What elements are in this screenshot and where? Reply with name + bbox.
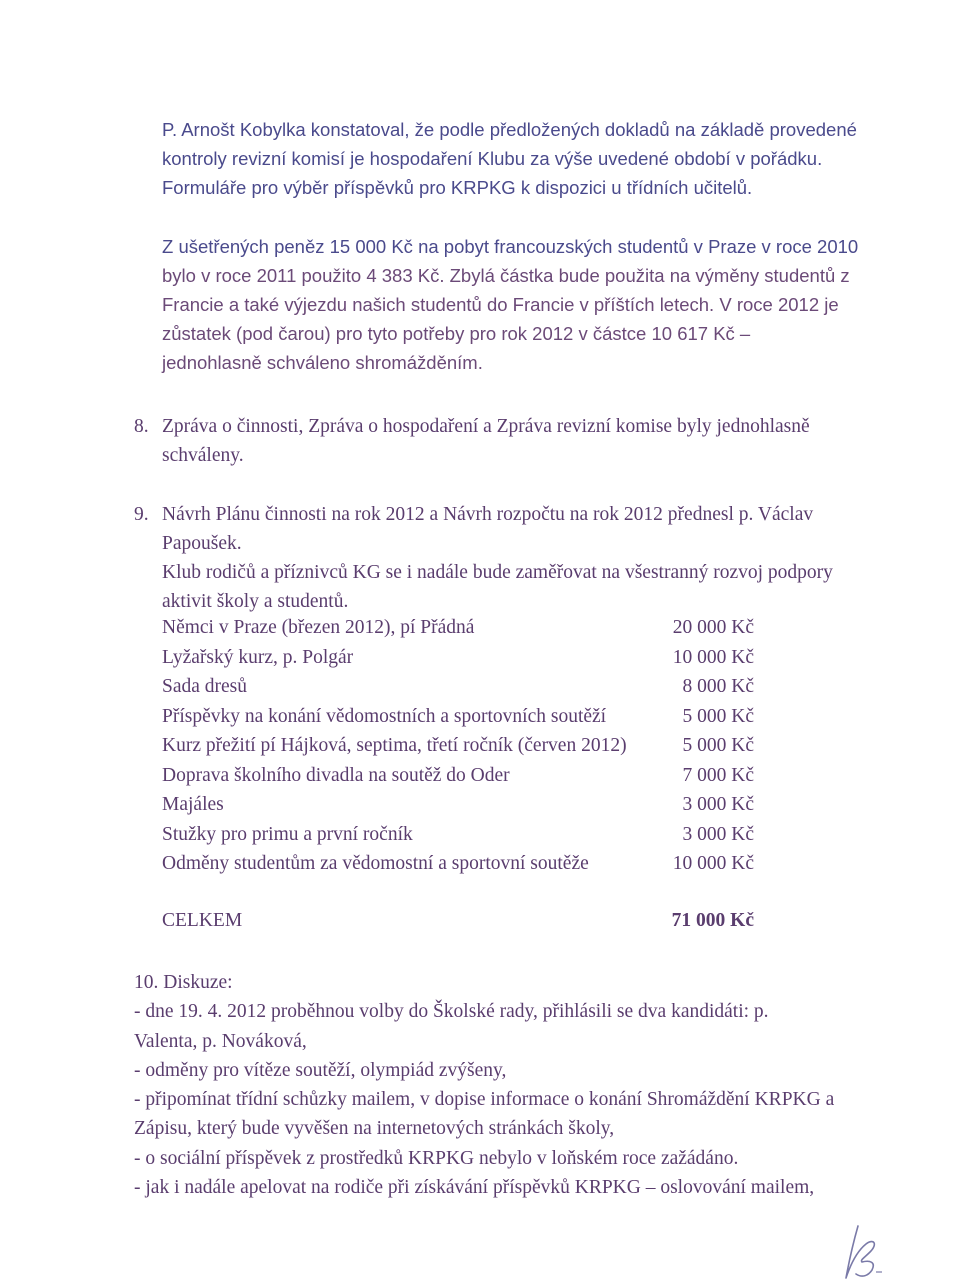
text-line: jednohlasně schváleno shromážděním.: [162, 352, 483, 373]
budget-row: [162, 824, 762, 854]
text-line: zůstatek (pod čarou) pro tyto potřeby pro rok 2012 v částce 10 617 Kč –: [162, 323, 751, 344]
discussion-line: - o sociální příspěvek z prostředků KRPKG nebylo v loňském roce zažádáno.: [134, 1147, 739, 1169]
discussion-line: Zápisu, který bude vyvěšen na internetových stránkách školy,: [134, 1118, 615, 1140]
budget-amount: 3 000 Kč: [682, 794, 754, 815]
paragraph-savings: [162, 232, 882, 377]
budget-amount: 5 000 Kč: [682, 705, 754, 727]
budget-label: Sada dresů: [162, 676, 248, 697]
discussion-line: - odměny pro vítěze soutěží, olympiád zvýšeny,: [134, 1059, 507, 1081]
signature-initials-icon: [836, 1222, 896, 1282]
budget-row: [162, 647, 762, 677]
text-line: Klub rodičů a příznivců KG se i nadále bude zaměřovat na všestranný rozvoj podpory: [162, 562, 833, 583]
text-line: kontroly revizní komisí je hospodaření Klubu za výše uvedené období v pořádku.: [162, 148, 823, 169]
text-line: P. Arnošt Kobylka konstatoval, že podle předložených dokladů na základě provedené: [162, 119, 857, 140]
budget-row: [162, 706, 762, 736]
text-line: schváleny.: [162, 445, 244, 466]
text-line: aktivit školy a studentů.: [162, 591, 349, 612]
total-amount: 71 000 Kč: [671, 910, 754, 931]
item-9-number: 9.: [134, 504, 149, 525]
budget-row: [162, 765, 762, 795]
budget-table: [162, 617, 762, 883]
budget-label: Kurz přežití pí Hájková, septima, třetí ročník (červen 2012): [162, 735, 627, 756]
text-line: bylo v roce 2011 použito 4 383 Kč. Zbylá částka bude použita na výměny studentů z: [162, 265, 850, 286]
budget-amount: 3 000 Kč: [682, 823, 754, 845]
text-line: Z ušetřených peněz 15 000 Kč na pobyt francouzských studentů v Praze v roce 2010: [162, 236, 859, 257]
budget-label: Odměny studentům za vědomostní a sportovní soutěže: [162, 853, 589, 874]
budget-label: Lyžařský kurz, p. Polgár: [162, 646, 354, 668]
discussion-section: [134, 968, 894, 1202]
discussion-line: - připomínat třídní schůzky mailem, v dopise informace o konání Shromáždění KRPKG a: [134, 1089, 835, 1111]
budget-row: [162, 676, 762, 706]
budget-total: [162, 910, 762, 940]
discussion-line: - jak i nadále apelovat na rodiče při získávání příspěvků KRPKG – oslovování mailem,: [134, 1177, 815, 1199]
text-line: Zpráva o činnosti, Zpráva o hospodaření a Zpráva revizní komise byly jednohlasně: [162, 416, 810, 437]
total-label: CELKEM: [162, 910, 243, 931]
budget-label: Příspěvky na konání vědomostních a sportovních soutěží: [162, 705, 607, 727]
budget-row: [162, 794, 762, 824]
text-line: Formuláře pro výběr příspěvků pro KRPKG k dispozici u třídních učitelů.: [162, 177, 753, 198]
text-line: Francie a také výjezdu našich studentů do Francie v příštích letech. V roce 2012 je: [162, 294, 839, 315]
discussion-line: - dne 19. 4. 2012 proběhnou volby do Školské rady, přihlásili se dva kandidáti: p.: [134, 1001, 769, 1023]
discussion-heading: 10. Diskuze:: [134, 972, 233, 993]
budget-amount: 10 000 Kč: [672, 646, 754, 668]
budget-amount: 8 000 Kč: [682, 676, 754, 697]
budget-amount: 20 000 Kč: [672, 617, 754, 638]
budget-amount: 5 000 Kč: [682, 735, 754, 756]
text-line: Papoušek.: [162, 533, 242, 554]
budget-row: [162, 735, 762, 765]
discussion-line: Valenta, p. Nováková,: [134, 1030, 307, 1052]
budget-row: [162, 617, 762, 647]
item-9-text: [162, 500, 882, 616]
budget-label: Doprava školního divadla na soutěž do Oder: [162, 764, 510, 786]
budget-row: [162, 853, 762, 883]
item-8-number: 8.: [134, 416, 149, 437]
budget-label: Němci v Praze (březen 2012), pí Přádná: [162, 617, 475, 638]
paragraph-audit: [162, 115, 882, 202]
budget-amount: 7 000 Kč: [682, 764, 754, 786]
text-line: Návrh Plánu činnosti na rok 2012 a Návrh rozpočtu na rok 2012 přednesl p. Václav: [162, 504, 814, 525]
item-8-text: [162, 412, 882, 470]
budget-label: Majáles: [162, 794, 224, 815]
budget-label: Stužky pro primu a první ročník: [162, 823, 413, 845]
budget-amount: 10 000 Kč: [672, 853, 754, 874]
